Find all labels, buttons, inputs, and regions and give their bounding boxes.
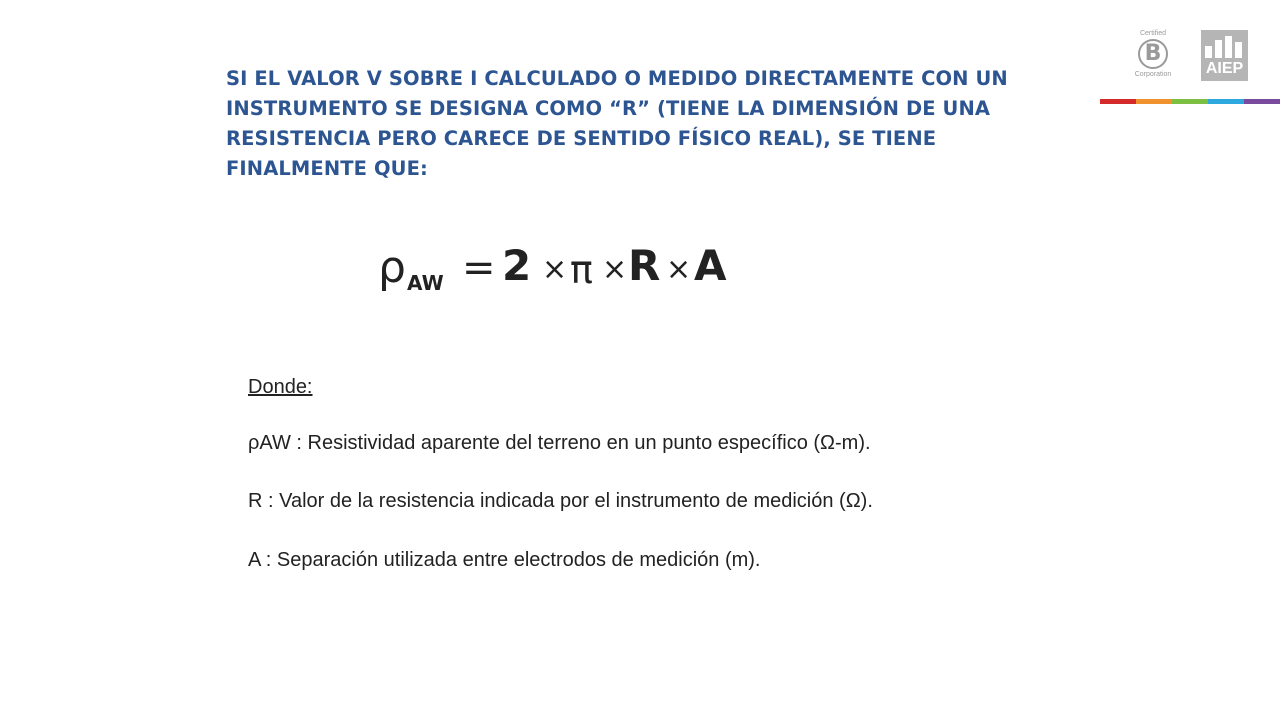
aiep-logo <box>1201 30 1248 81</box>
bcorp-logo <box>1133 30 1173 82</box>
definitions-heading: Donde: <box>248 376 313 398</box>
stripe-segment-2 <box>1136 99 1172 104</box>
slide-title: SI EL VALOR V SOBRE I CALCULADO O MEDIDO DIRECTAMENTE CON UN INSTRUMENTO SE DESIGNA COMO “R” (TIENE LA DIMENSIÓN DE UNA RESISTENCIA PERO CARECE DE SENTIDO FÍSICO REAL), SE TIENE FINALMENTE QUE: <box>226 67 1008 180</box>
resistivity-formula <box>374 240 754 296</box>
stripe-segment-3 <box>1172 99 1208 104</box>
bcorp-bottom-text: Corporation <box>1134 71 1172 78</box>
formula-times-3: × <box>666 252 692 287</box>
formula-a: A <box>694 241 727 290</box>
formula-times-2: × <box>602 252 628 287</box>
definition-rho-aw: ρAW : Resistividad aparente del terreno en un punto específico (Ω-m). <box>248 432 871 454</box>
formula-equals: = <box>462 245 496 291</box>
formula-subscript: AW <box>407 271 444 295</box>
formula-pi: π <box>570 248 593 292</box>
formula-times-1: × <box>542 252 568 287</box>
aiep-logo-text: AIEP <box>1205 60 1244 77</box>
formula-r: R <box>628 241 661 290</box>
formula-rho: ρ <box>378 242 406 293</box>
formula-two: 2 <box>502 241 532 290</box>
bcorp-b-icon: B <box>1138 39 1168 69</box>
definition-a: A : Separación utilizada entre electrodos de medición (m). <box>248 549 761 571</box>
stripe-segment-1 <box>1100 99 1136 104</box>
definition-r: R : Valor de la resistencia indicada por el instrumento de medición (Ω). <box>248 490 873 512</box>
aiep-bars-icon <box>1205 36 1244 58</box>
stripe-segment-5 <box>1244 99 1280 104</box>
brand-color-stripe <box>1100 99 1280 104</box>
bcorp-top-text: Certified <box>1139 30 1167 37</box>
stripe-segment-4 <box>1208 99 1244 104</box>
